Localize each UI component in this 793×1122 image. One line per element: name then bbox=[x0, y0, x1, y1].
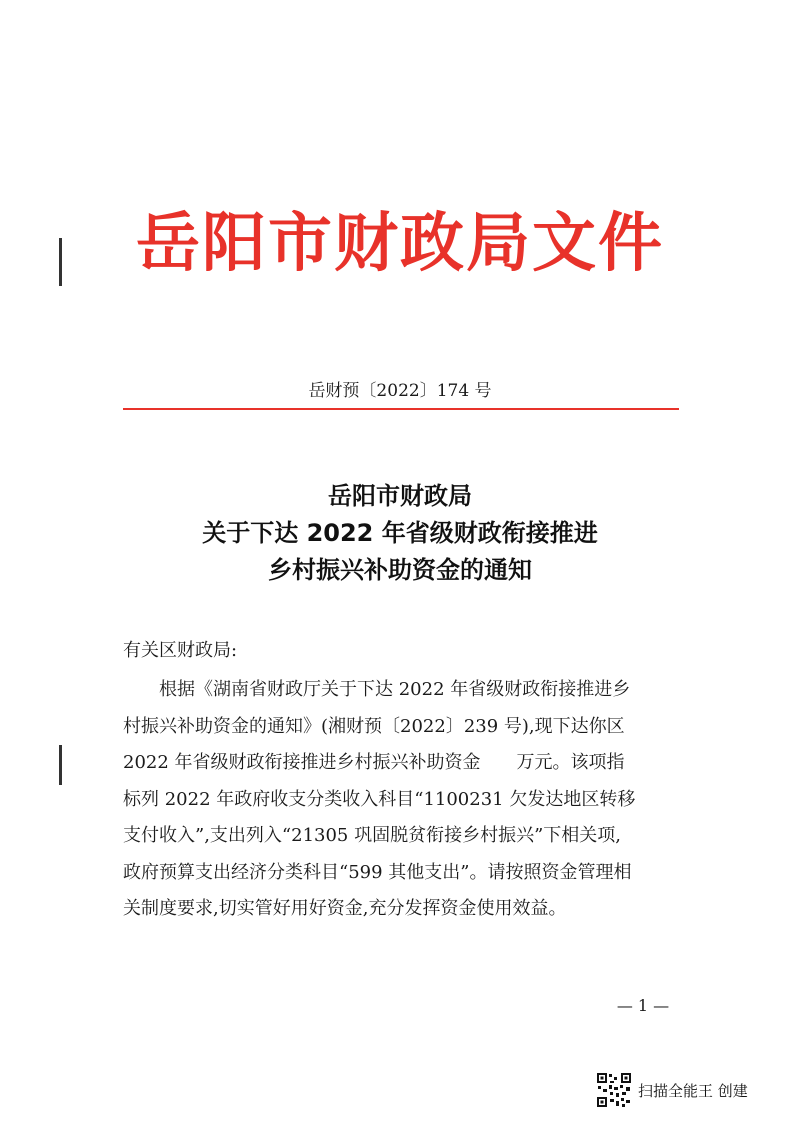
notice-title-line-3: 乡村振兴补助资金的通知 bbox=[268, 556, 532, 584]
body-line: 政府预算支出经济分类科目“599 其他支出”。请按照资金管理相 bbox=[123, 861, 632, 883]
watermark-text: 扫描全能王 创建 bbox=[638, 1081, 748, 1100]
notice-title-line-1: 岳阳市财政局 bbox=[328, 482, 472, 510]
body-line: 根据《湖南省财政厅关于下达 2022 年省级财政衔接推进乡 bbox=[159, 679, 631, 700]
body-line: 2022 年省级财政衔接推进乡村振兴补助资金 万元。该项指 bbox=[123, 752, 625, 773]
body-line: 支付收入”,支出列入“21305 巩固脱贫衔接乡村振兴”下相关项, bbox=[123, 825, 622, 846]
scanner-watermark bbox=[596, 1071, 748, 1109]
notice-title-line-2: 关于下达 2022 年省级财政衔接推进 bbox=[202, 519, 598, 547]
binding-mark-top bbox=[59, 238, 62, 286]
document-number: 岳财预〔2022〕174 号 bbox=[308, 381, 492, 401]
red-divider-line bbox=[123, 408, 679, 410]
binding-mark-middle bbox=[59, 745, 62, 785]
body-line: 村振兴补助资金的通知》(湘财预〔2022〕239 号),现下达你区 bbox=[123, 715, 625, 737]
notice-title bbox=[120, 478, 680, 589]
body-line: 标列 2022 年政府收支分类收入科目“1100231 欠发达地区转移 bbox=[123, 788, 636, 810]
body-paragraph bbox=[123, 672, 679, 928]
salutation: 有关区财政局: bbox=[123, 640, 238, 661]
body-line: 关制度要求,切实管好用好资金,充分发挥资金使用效益。 bbox=[123, 898, 567, 919]
qr-code-icon bbox=[596, 1072, 632, 1108]
page-number: — 1 — bbox=[616, 996, 670, 1015]
document-header-title: 岳阳市财政局文件 bbox=[136, 207, 664, 281]
